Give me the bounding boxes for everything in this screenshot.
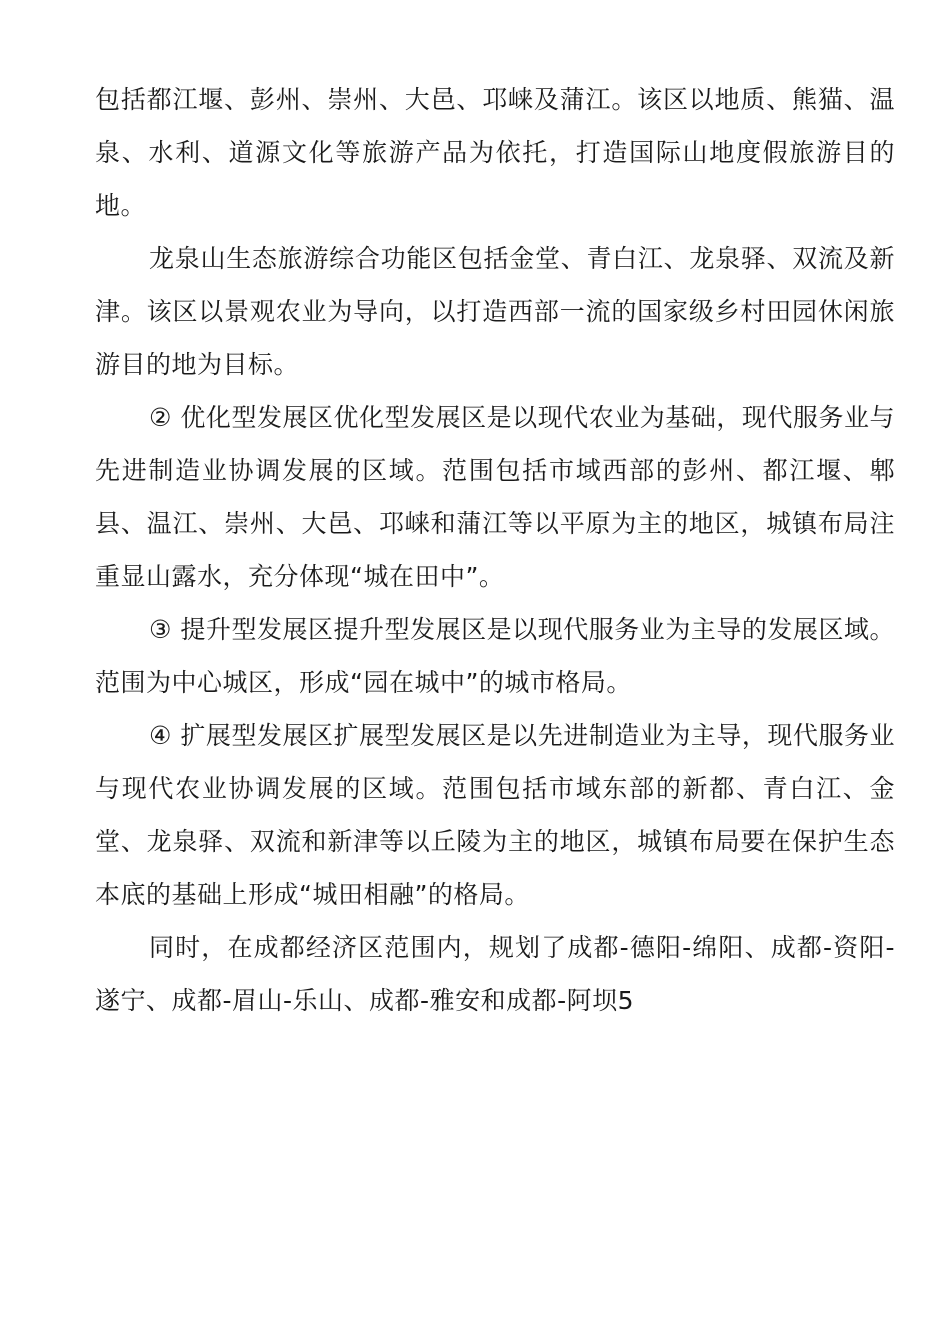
paragraph-4: ③ 提升型发展区提升型发展区是以现代服务业为主导的发展区域。范围为中心城区，形成“园在城中”的城市格局。 [95,615,895,697]
document-body [95,73,895,1027]
paragraph-3: ② 优化型发展区优化型发展区是以现代农业为基础，现代服务业与先进制造业协调发展的区域。范围包括市域西部的彭州、都江堰、郫县、温江、崇州、大邑、邛崃和蒲江等以平原为主的地区，城镇布局注重显山露水，充分体现“城在田中”。 [95,403,895,591]
paragraph-6: 同时，在成都经济区范围内，规划了成都-德阳-绵阳、成都-资阳-遂宁、成都-眉山-乐山、成都-雅安和成都-阿坝5 [95,933,895,1015]
paragraph-2: 龙泉山生态旅游综合功能区包括金堂、青白江、龙泉驿、双流及新津。该区以景观农业为导向，以打造西部一流的国家级乡村田园休闲旅游目的地为目标。 [95,244,895,379]
paragraph-5: ④ 扩展型发展区扩展型发展区是以先进制造业为主导，现代服务业与现代农业协调发展的区域。范围包括市域东部的新都、青白江、金堂、龙泉驿、双流和新津等以丘陵为主的地区，城镇布局要在保护生态本底的基础上形成“城田相融”的格局。 [95,721,895,909]
paragraph-1: 包括都江堰、彭州、崇州、大邑、邛崃及蒲江。该区以地质、熊猫、温泉、水利、道源文化等旅游产品为依托，打造国际山地度假旅游目的地。 [95,85,895,220]
